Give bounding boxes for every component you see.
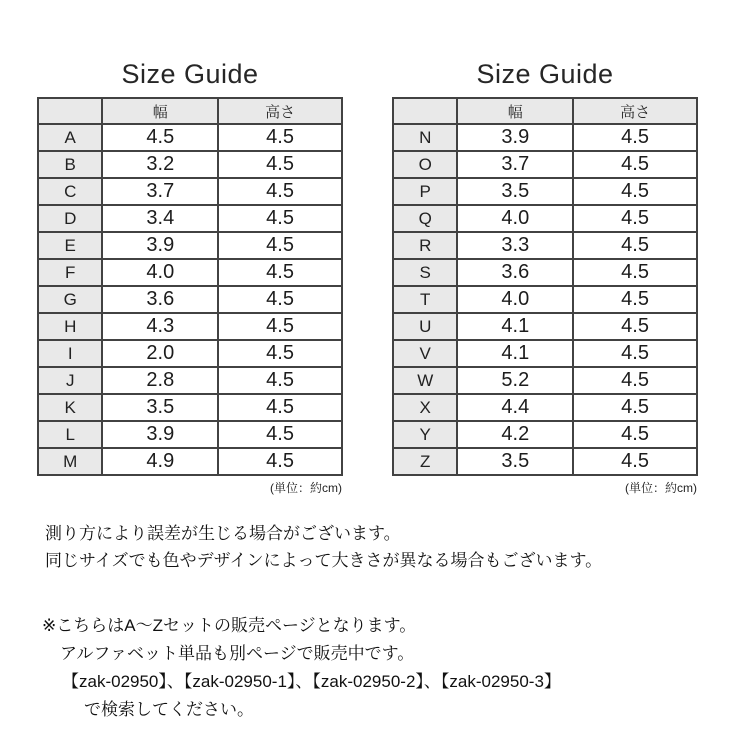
table-row (393, 394, 697, 421)
width-value: 3.6 (102, 286, 218, 313)
height-value: 4.5 (218, 448, 342, 475)
height-value: 4.5 (218, 313, 342, 340)
width-value: 3.7 (457, 151, 573, 178)
width-value: 4.9 (102, 448, 218, 475)
table-row (393, 259, 697, 286)
table-row (38, 259, 342, 286)
table-row (393, 232, 697, 259)
height-value: 4.5 (573, 421, 697, 448)
table-row (38, 286, 342, 313)
width-value: 3.7 (102, 178, 218, 205)
height-value: 4.5 (573, 286, 697, 313)
height-value: 4.5 (218, 286, 342, 313)
table-row (393, 367, 697, 394)
column-header (393, 98, 457, 124)
table-row (393, 340, 697, 367)
size-letter: S (393, 259, 457, 286)
width-value: 4.0 (457, 286, 573, 313)
width-value: 2.8 (102, 367, 218, 394)
table-row (38, 367, 342, 394)
size-letter: K (38, 394, 102, 421)
size-table-a-m (37, 97, 343, 476)
height-value: 4.5 (218, 367, 342, 394)
table-row (38, 205, 342, 232)
size-letter: R (393, 232, 457, 259)
size-letter: I (38, 340, 102, 367)
width-value: 3.2 (102, 151, 218, 178)
width-value: 3.9 (457, 124, 573, 151)
height-value: 4.5 (573, 232, 697, 259)
height-value: 4.5 (573, 313, 697, 340)
column-header: 幅 (102, 98, 218, 124)
unit-note-right: (単位：約cm) (625, 481, 697, 495)
height-value: 4.5 (218, 205, 342, 232)
height-value: 4.5 (573, 394, 697, 421)
column-header: 高さ (218, 98, 342, 124)
size-letter: J (38, 367, 102, 394)
header-row (393, 98, 697, 124)
measurement-note-line2: 同じサイズでも色やデザインによって大きさが異なる場合もございます。 (45, 551, 603, 570)
table-row (38, 394, 342, 421)
table-row (38, 448, 342, 475)
product-note-line1: ※こちらはA～Zセットの販売ページとなります。 (42, 616, 417, 635)
measurement-notes (45, 520, 740, 574)
table-row (393, 421, 697, 448)
size-guide-title-right: Size Guide (476, 59, 614, 89)
size-letter: M (38, 448, 102, 475)
size-guide-block-n-z (392, 58, 698, 496)
width-value: 4.3 (102, 313, 218, 340)
size-letter: W (393, 367, 457, 394)
height-value: 4.5 (218, 394, 342, 421)
width-value: 4.5 (102, 124, 218, 151)
size-letter: N (393, 124, 457, 151)
height-value: 4.5 (573, 448, 697, 475)
size-letter: D (38, 205, 102, 232)
width-value: 3.3 (457, 232, 573, 259)
width-value: 4.4 (457, 394, 573, 421)
height-value: 4.5 (218, 421, 342, 448)
height-value: 4.5 (573, 124, 697, 151)
width-value: 3.9 (102, 232, 218, 259)
size-letter: Q (393, 205, 457, 232)
table-row (38, 232, 342, 259)
width-value: 3.5 (457, 448, 573, 475)
size-letter: E (38, 232, 102, 259)
table-row (38, 178, 342, 205)
size-letter: G (38, 286, 102, 313)
height-value: 4.5 (218, 124, 342, 151)
width-value: 3.5 (102, 394, 218, 421)
size-letter: C (38, 178, 102, 205)
height-value: 4.5 (218, 232, 342, 259)
product-note-line4: で検索してください。 (84, 700, 254, 719)
size-guide-title-left: Size Guide (121, 59, 259, 89)
size-letter: B (38, 151, 102, 178)
width-value: 4.1 (457, 313, 573, 340)
size-letter: X (393, 394, 457, 421)
size-letter: U (393, 313, 457, 340)
width-value: 4.2 (457, 421, 573, 448)
table-row (393, 448, 697, 475)
unit-note-left: (単位：約cm) (270, 481, 342, 495)
size-letter: A (38, 124, 102, 151)
table-row (393, 205, 697, 232)
size-letter: Z (393, 448, 457, 475)
table-row (38, 151, 342, 178)
width-value: 5.2 (457, 367, 573, 394)
column-header: 高さ (573, 98, 697, 124)
table-row (38, 421, 342, 448)
size-letter: Y (393, 421, 457, 448)
width-value: 3.9 (102, 421, 218, 448)
size-letter: V (393, 340, 457, 367)
table-row (393, 151, 697, 178)
width-value: 4.1 (457, 340, 573, 367)
table-row (38, 340, 342, 367)
size-letter: H (38, 313, 102, 340)
height-value: 4.5 (573, 259, 697, 286)
width-value: 3.5 (457, 178, 573, 205)
column-header (38, 98, 102, 124)
product-notes (42, 612, 740, 724)
width-value: 4.0 (102, 259, 218, 286)
width-value: 3.4 (102, 205, 218, 232)
size-letter: O (393, 151, 457, 178)
measurement-note-line1: 測り方により誤差が生じる場合がございます。 (45, 524, 401, 543)
column-header: 幅 (457, 98, 573, 124)
product-note-line3: 【zak-02950】、【zak-02950-1】、【zak-02950-2】、【zak-02950-3】 (62, 672, 561, 691)
table-row (38, 124, 342, 151)
table-row (393, 313, 697, 340)
height-value: 4.5 (573, 178, 697, 205)
size-guide-block-a-m (37, 58, 343, 496)
height-value: 4.5 (573, 205, 697, 232)
size-letter: P (393, 178, 457, 205)
header-row (38, 98, 342, 124)
height-value: 4.5 (573, 151, 697, 178)
width-value: 3.6 (457, 259, 573, 286)
size-letter: T (393, 286, 457, 313)
table-row (393, 286, 697, 313)
width-value: 2.0 (102, 340, 218, 367)
height-value: 4.5 (218, 340, 342, 367)
size-letter: F (38, 259, 102, 286)
size-letter: L (38, 421, 102, 448)
size-table-n-z (392, 97, 698, 476)
height-value: 4.5 (218, 178, 342, 205)
height-value: 4.5 (218, 259, 342, 286)
table-row (393, 178, 697, 205)
width-value: 4.0 (457, 205, 573, 232)
height-value: 4.5 (573, 340, 697, 367)
table-row (38, 313, 342, 340)
height-value: 4.5 (573, 367, 697, 394)
table-row (393, 124, 697, 151)
height-value: 4.5 (218, 151, 342, 178)
product-note-line2: アルファベット単品も別ページで販売中です。 (60, 644, 415, 663)
